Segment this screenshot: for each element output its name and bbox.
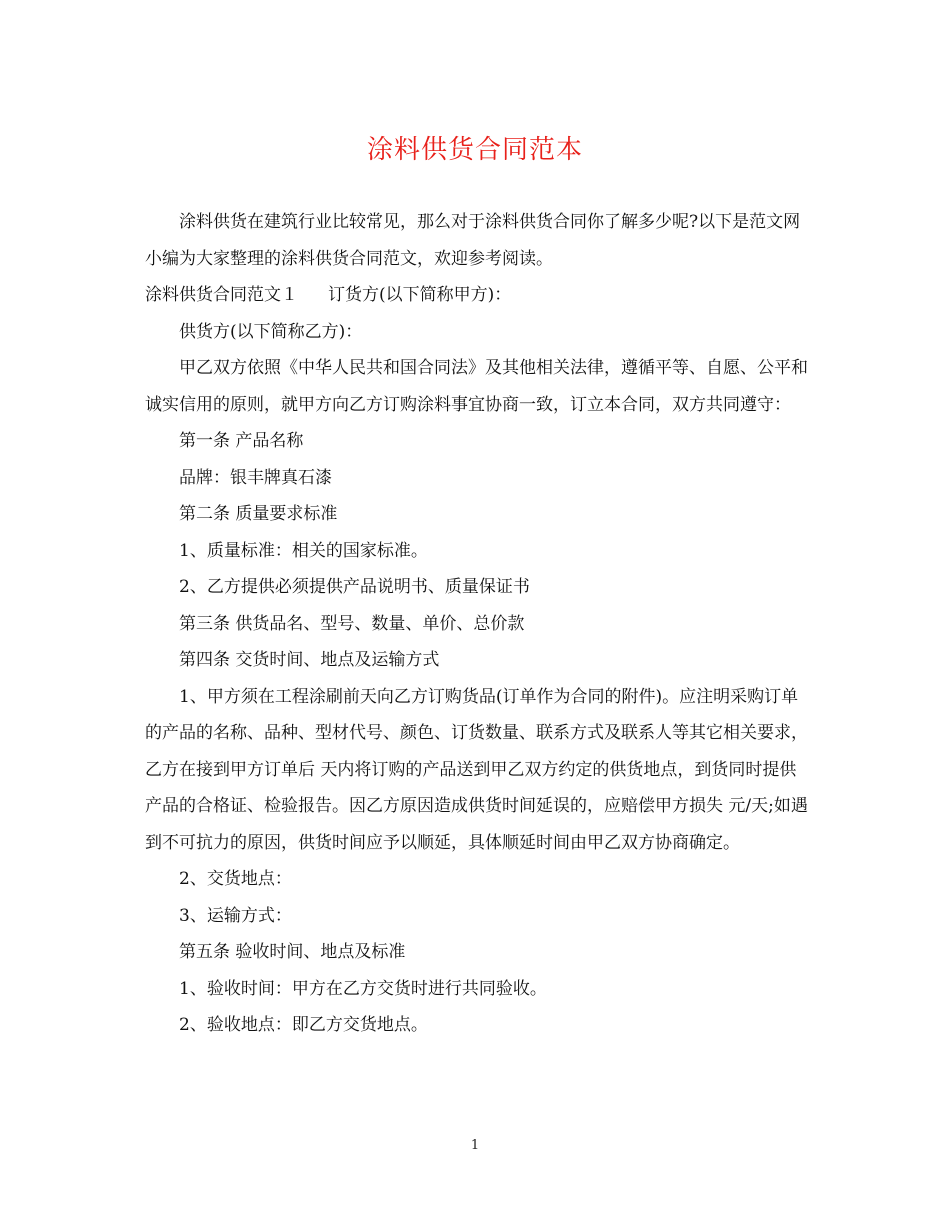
- intro-paragraph: 涂料供货在建筑行业比较常见，那么对于涂料供货合同你了解多少呢?以下是范文网小编为大家整理的涂料供货合同范文，欢迎参考阅读。: [145, 212, 801, 269]
- article-3-title: 第三条 供货品名、型号、数量、单价、总价款: [179, 613, 525, 634]
- article-5-item-1: 1、验收时间：甲方在乙方交货时进行共同验收。: [179, 978, 547, 999]
- sample-label: 涂料供货合同范文１: [145, 285, 298, 305]
- sample-heading-line: [145, 277, 810, 314]
- page-number: 1: [470, 1138, 480, 1153]
- article-4-item-1: 1、甲方须在工程涂刷前天向乙方订购货品(订单作为合同的附件)。应注明采购订单的产品的名称、品种、型材代号、颜色、订货数量、联系方式及联系人等其它相关要求，乙方在接到甲方订单后 天内将订购的产品送到甲乙双方约定的供货地点，到货同时提供产品的合格证、检验报告。因乙方原因造成供货时间延误的，应赔偿甲方损失 元/天;如遇到不可抗力的原因，供货时间应予以顺延，具体顺延时间由甲乙双方协商确定。: [145, 686, 808, 853]
- preamble-paragraph: 甲乙双方依照《中华人民共和国合同法》及其他相关法律，遵循平等、自愿、公平和诚实信用的原则，就甲方向乙方订购涂料事宜协商一致，订立本合同，双方共同遵守：: [145, 358, 808, 415]
- document-body: [145, 204, 810, 1044]
- article-2-item-1: 1、质量标准：相关的国家标准。: [179, 540, 428, 561]
- article-5-title: 第五条 验收时间、地点及标准: [179, 942, 406, 962]
- article-1-title: 第一条 产品名称: [179, 431, 304, 451]
- article-2-item-2: 2、乙方提供必须提供产品说明书、质量保证书: [179, 577, 530, 597]
- article-2-title: 第二条 质量要求标准: [179, 504, 338, 524]
- article-4-item-2: 2、交货地点：: [179, 869, 292, 889]
- article-4-title: 第四条 交货时间、地点及运输方式: [179, 650, 440, 670]
- article-5-item-2: 2、验收地点：即乙方交货地点。: [179, 1015, 428, 1035]
- document-title: 涂料供货合同范本: [366, 135, 583, 165]
- article-4-item-3: 3、运输方式：: [179, 905, 292, 926]
- orderer-line: 订货方(以下简称甲方)：: [328, 285, 512, 305]
- article-1-brand: 品牌：银丰牌真石漆: [179, 467, 332, 488]
- supplier-line: 供货方(以下简称乙方)：: [179, 321, 363, 342]
